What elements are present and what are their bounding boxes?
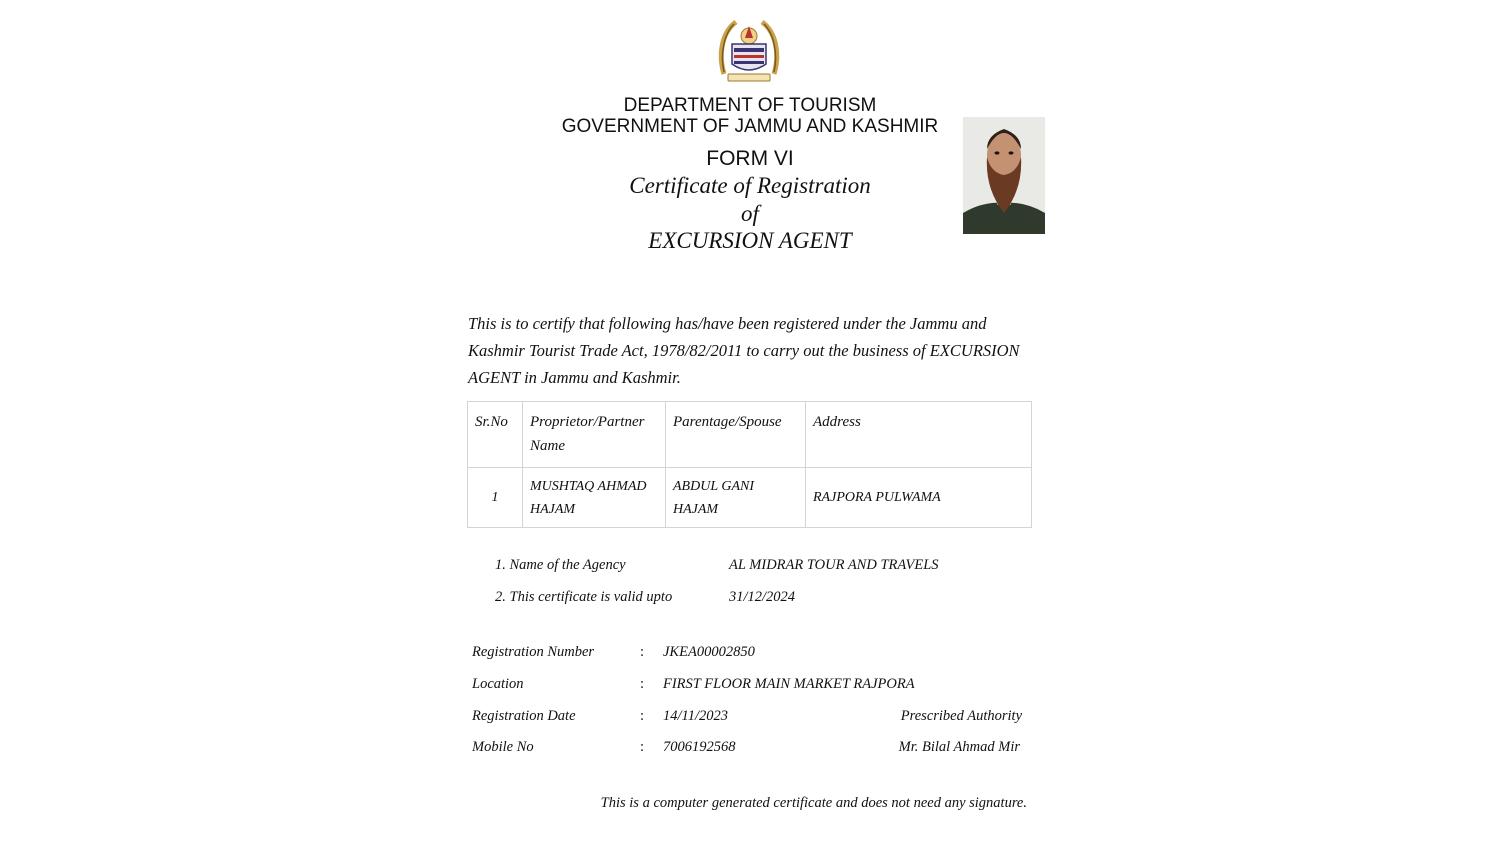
prescribed-authority-title: Prescribed Authority [900, 708, 1022, 724]
government-title: GOVERNMENT OF JAMMU AND KASHMIR [561, 116, 939, 137]
department-title: DEPARTMENT OF TOURISM [623, 95, 877, 116]
registration-date-value: 14/11/2023 [663, 708, 728, 724]
registration-table [467, 401, 1032, 528]
cell-parentage: ABDUL GANI HAJAM [666, 468, 806, 528]
mobile-label: Mobile No [472, 739, 534, 755]
location-label: Location [472, 676, 524, 692]
agency-name-label: 1. Name of the Agency [495, 557, 626, 573]
jk-government-emblem-icon [716, 14, 782, 84]
colon: : [640, 644, 645, 660]
form-number: FORM VI [706, 147, 794, 170]
certificate-title-of: of [741, 201, 759, 226]
authority-name: Mr. Bilal Ahmad Mir [898, 739, 1020, 755]
location-value: FIRST FLOOR MAIN MARKET RAJPORA [663, 676, 915, 692]
registration-number-value: JKEA00002850 [663, 644, 755, 660]
cell-address: RAJPORA PULWAMA [806, 468, 1032, 528]
certificate-type: EXCURSION AGENT [648, 228, 852, 253]
registration-date-label: Registration Date [472, 708, 576, 724]
validity-value: 31/12/2024 [729, 589, 796, 605]
validity-label: 2. This certificate is valid upto [495, 589, 673, 605]
table-row [468, 468, 1032, 528]
colon: : [640, 708, 645, 724]
header-sr-no: Sr.No [468, 402, 523, 468]
header-address: Address [806, 402, 1032, 468]
mobile-value: 7006192568 [663, 739, 736, 755]
table-header-row [468, 402, 1032, 468]
certificate-title: Certificate of Registration [629, 173, 871, 198]
agency-name-value: AL MIDRAR TOUR AND TRAVELS [729, 557, 939, 573]
colon: : [640, 676, 645, 692]
cell-sr-no: 1 [468, 468, 523, 528]
applicant-photo [963, 117, 1045, 234]
cell-proprietor-name: MUSHTAQ AHMAD HAJAM [523, 468, 666, 528]
header-proprietor-name: Proprietor/Partner Name [523, 402, 666, 468]
registration-number-label: Registration Number [472, 644, 595, 660]
colon: : [640, 739, 645, 755]
header-parentage: Parentage/Spouse [666, 402, 806, 468]
certification-statement: This is to certify that following has/have been registered under the Jammu and Kashmir Tourist Trade Act, 1978/82/2011 to carry out the business of EXCURSION AGENT in Jammu and Kashmir. [468, 314, 1020, 387]
computer-generated-note: This is a computer generated certificate and does not need any signature. [600, 795, 1027, 811]
